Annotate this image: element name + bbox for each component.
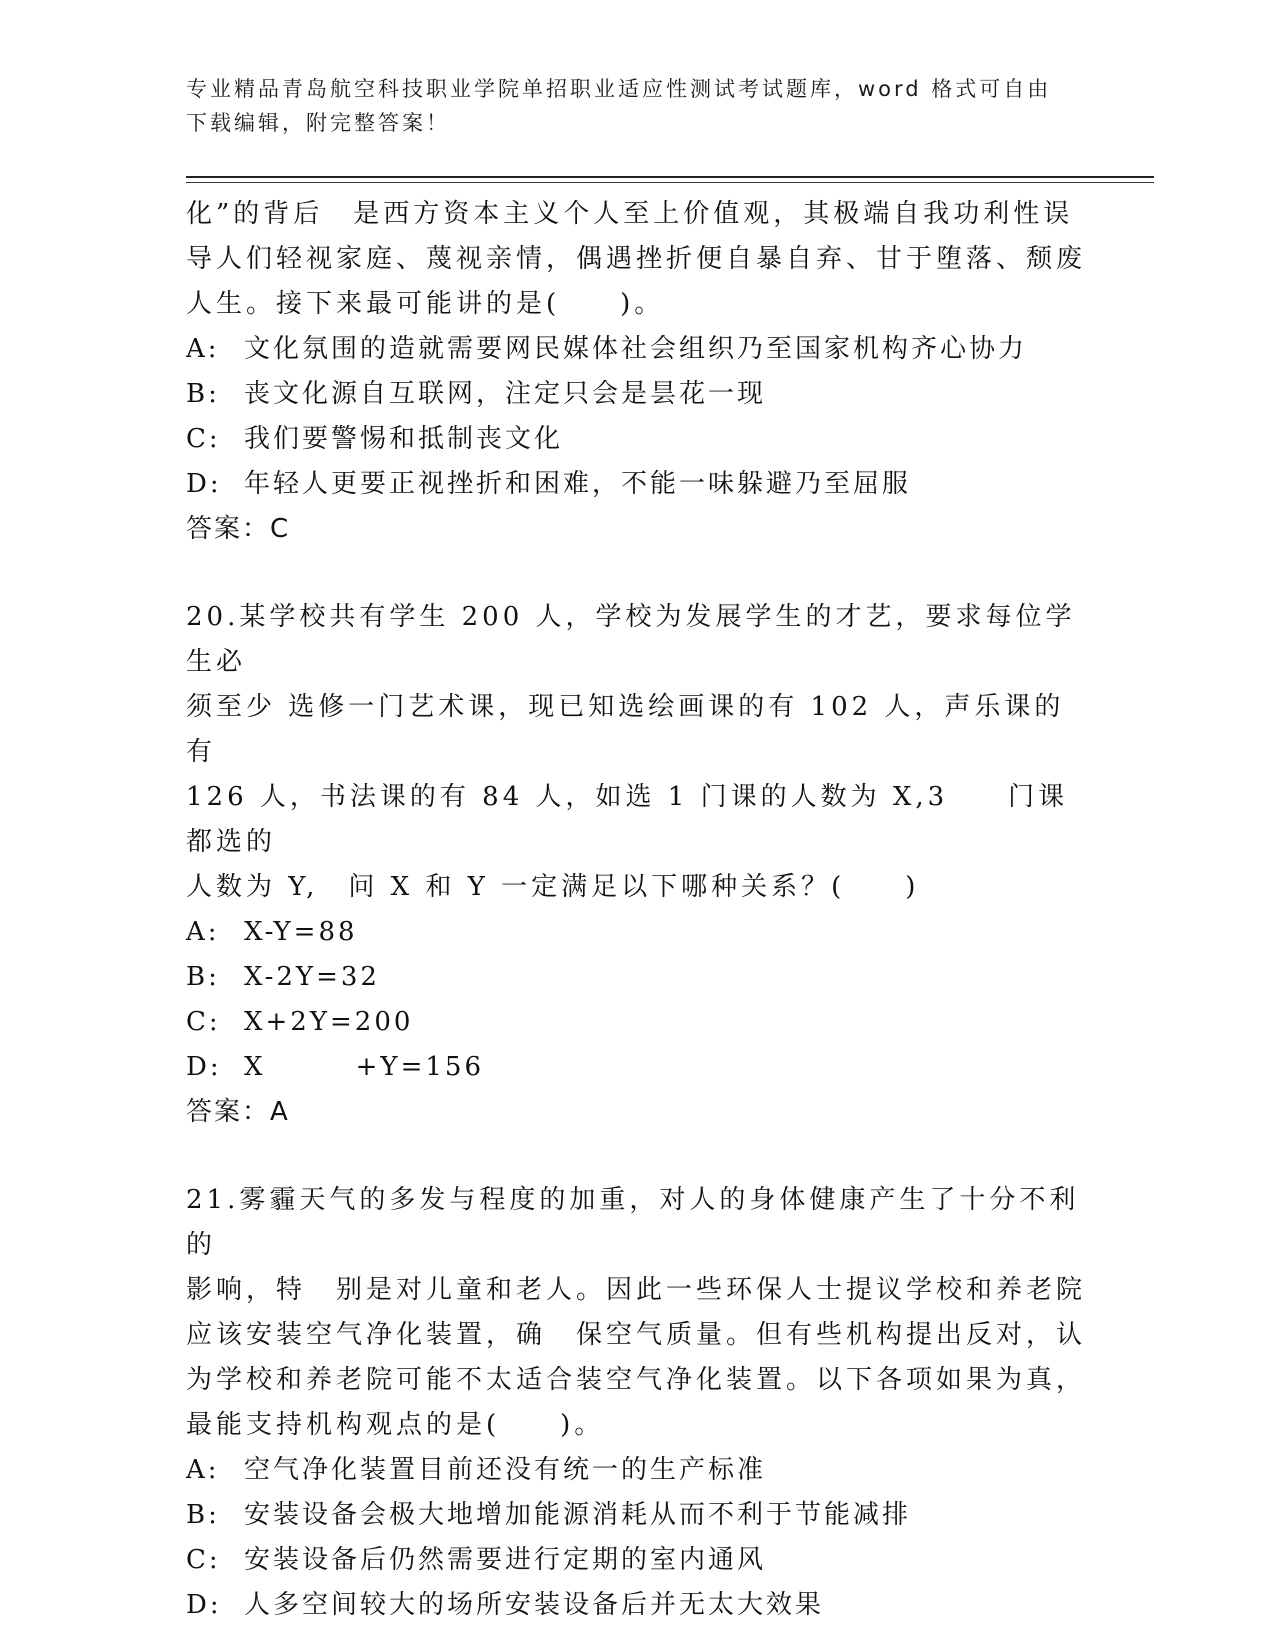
question-21-option-a [186,1448,1086,1493]
question-21-option-b [186,1493,1086,1538]
question-20-option-d [186,1045,1086,1090]
option-letter: C: [186,1545,221,1575]
option-letter: A: [186,334,220,364]
question-21-option-c [186,1538,1086,1583]
option-text: 丧文化源自互联网，注定只会是昙花一现 [244,379,767,409]
header-divider-thick [186,176,1154,178]
option-text: X +Y=156 [244,1052,484,1082]
question-21 [186,1178,1086,1628]
option-text: 空气净化装置目前还没有统一的生产标准 [244,1455,767,1485]
question-19-option-c [186,417,1086,462]
option-letter: A: [186,1455,220,1485]
option-text: 安装设备会极大地增加能源消耗从而不利于节能减排 [244,1500,912,1530]
question-21-option-d [186,1583,1086,1628]
option-text: 安装设备后仍然需要进行定期的室内通风 [244,1545,767,1575]
option-letter: D: [186,469,222,499]
option-text: 年轻人更要正视挫折和困难，不能一味躲避乃至屈服 [244,469,912,499]
option-text: X+2Y=200 [244,1007,414,1037]
option-text: 我们要警惕和抵制丧文化 [244,424,564,454]
question-19 [186,192,1086,552]
document-header [186,72,1086,140]
question-19-stem: 化”的背后 是西方资本主义个人至上价值观，其极端自我功利性误 导人们轻视家庭、蔑视亲情，偶遇挫折便自暴自弃、甘于堕落、颓废 人生。接下来最可能讲的是( )。 [186,199,1087,319]
option-text: X-Y=88 [244,917,358,947]
question-20 [186,595,1086,1135]
question-19-option-d [186,462,1086,507]
option-text: X-2Y=32 [244,962,380,992]
question-20-stem: 20.某学校共有学生 200 人，学校为发展学生的才艺，要求每位学生必 须至少 选修一门艺术课，现已知选绘画课的有 102 人，声乐课的有 126 人，书法课的有 84 人，如选 1 门课的人数为 X,3 门课都选的 人数为 Y, 问 X 和 Y 一定满足以下哪种关系？( ) [186,602,1076,902]
option-letter: B: [186,379,220,409]
option-letter: D: [186,1590,222,1620]
header-divider-thin [186,182,1154,183]
option-letter: D: [186,1052,222,1082]
question-20-option-b [186,955,1086,1000]
option-letter: C: [186,424,221,454]
option-letter: C: [186,1007,221,1037]
question-content [186,192,1086,1628]
spacer [186,552,1086,595]
header-line-2: 下载编辑，附完整答案！ [186,111,450,135]
option-letter: B: [186,962,220,992]
spacer [186,1135,1086,1178]
question-19-answer: 答案：C [186,514,291,544]
option-letter: B: [186,1500,220,1530]
question-21-stem: 21.雾霾天气的多发与程度的加重，对人的身体健康产生了十分不利的 影响，特 别是对儿童和老人。因此一些环保人士提议学校和养老院 应该安装空气净化装置，确 保空气质量。但有些机构提出反对，认 为学校和养老院可能不太适合装空气净化装置。以下各项如果为真， 最能支持机构观点的是( )。 [186,1185,1087,1440]
option-text: 文化氛围的造就需要网民媒体社会组织乃至国家机构齐心协力 [244,334,1028,364]
question-19-option-a [186,327,1086,372]
question-19-option-b [186,372,1086,417]
option-letter: A: [186,917,220,947]
question-20-answer: 答案：A [186,1097,290,1127]
question-20-option-a [186,910,1086,955]
header-line-1: 专业精品青岛航空科技职业学院单招职业适应性测试考试题库，word 格式可自由 [186,77,1052,101]
option-text: 人多空间较大的场所安装设备后并无太大效果 [244,1590,825,1620]
question-20-option-c [186,1000,1086,1045]
